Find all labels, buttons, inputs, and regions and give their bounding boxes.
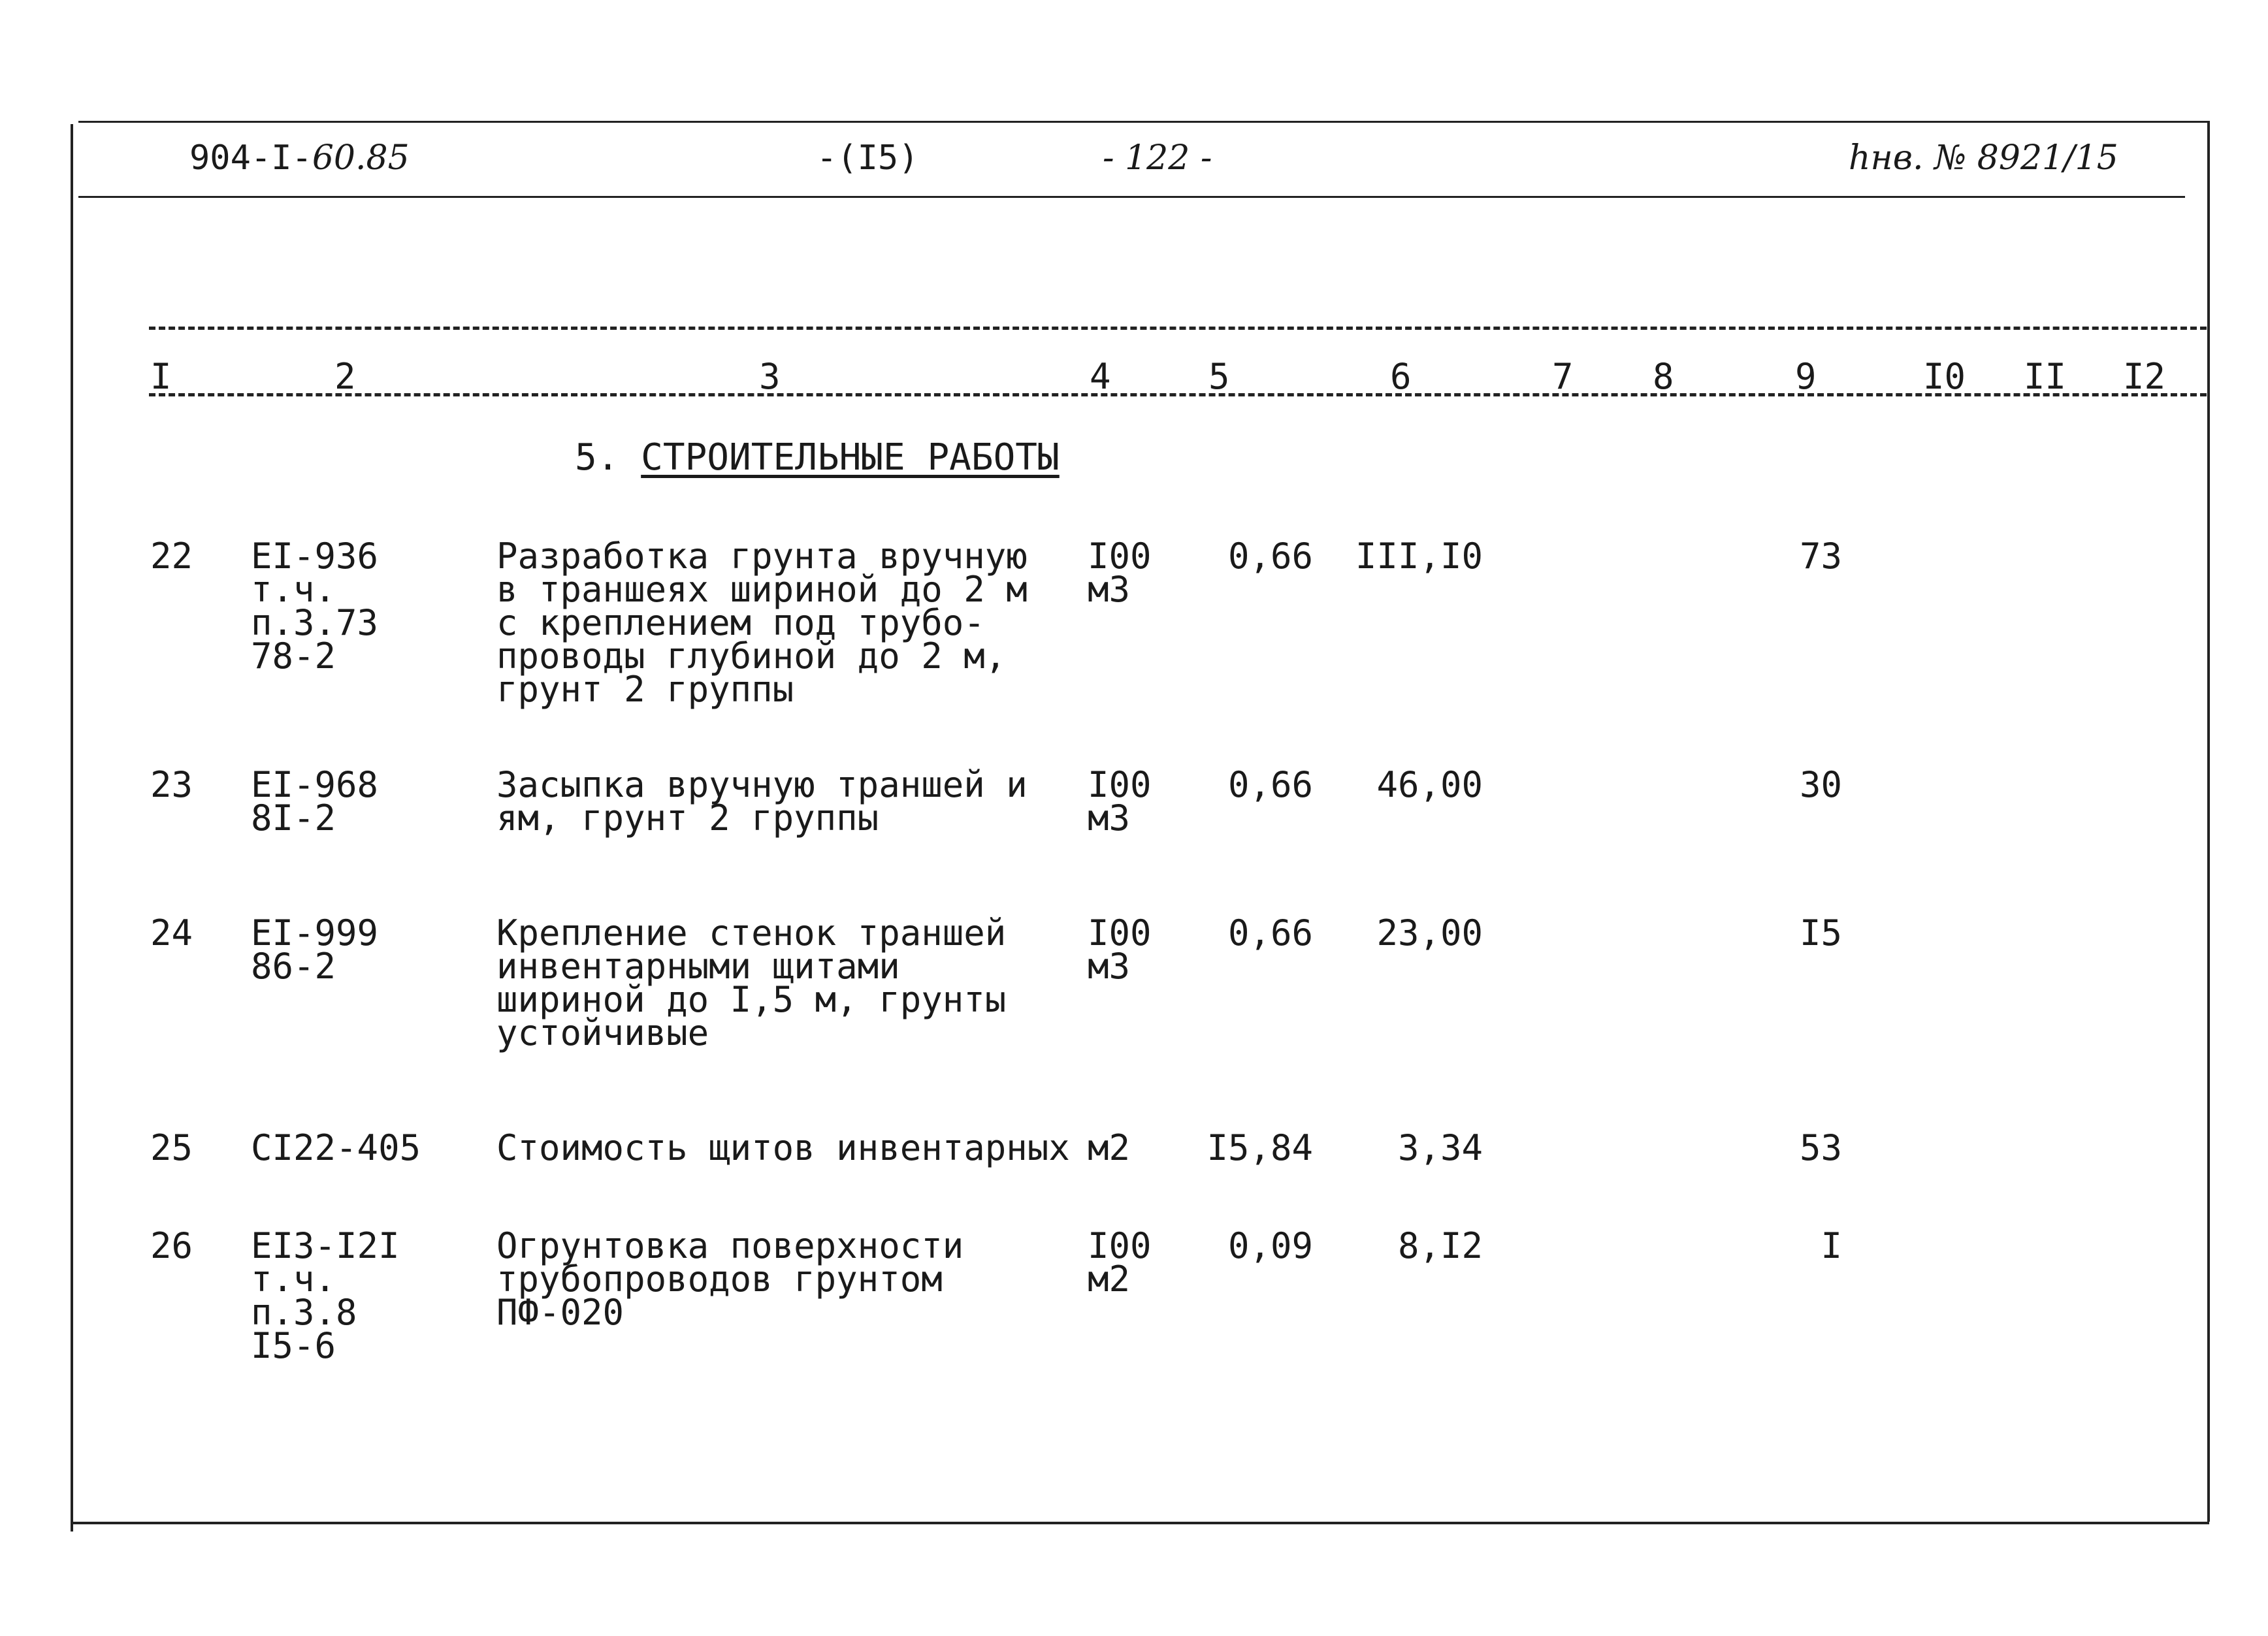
- section-title-text: СТРОИТЕЛЬНЫЕ РАБОТЫ: [641, 436, 1060, 479]
- column-number: 9: [1795, 356, 1817, 397]
- quantity: 0,66: [1227, 764, 1313, 805]
- unit-price: 46,00: [1376, 764, 1483, 805]
- column-number: I: [150, 356, 172, 397]
- total-cost: I5: [1799, 912, 1842, 954]
- row-number: 26: [150, 1225, 193, 1266]
- column-number: I2: [2123, 356, 2166, 397]
- header-divider-line: [78, 196, 2185, 198]
- unit-price: 23,00: [1376, 912, 1483, 954]
- rate-code: EI-999 86-2: [251, 912, 379, 987]
- column-number: 7: [1552, 356, 1574, 397]
- unit-of-measure: I00 м2: [1088, 1225, 1152, 1300]
- column-number: 6: [1390, 356, 1412, 397]
- column-header-top-rule: [149, 327, 2207, 330]
- work-description: Огрунтовка поверхности трубопроводов грунтом ПФ-020: [496, 1225, 964, 1333]
- quantity: 0,66: [1227, 536, 1313, 577]
- row-number: 24: [150, 912, 193, 954]
- column-number: 3: [759, 356, 781, 397]
- total-cost: 30: [1799, 764, 1842, 805]
- column-number: 4: [1090, 356, 1111, 397]
- sheet-number: -(I5): [817, 138, 919, 178]
- unit-of-measure: I00 м3: [1088, 764, 1152, 839]
- unit-price: 8,I2: [1397, 1225, 1483, 1266]
- unit-of-measure: м2: [1088, 1127, 1131, 1168]
- frame-left-line: [71, 124, 73, 1532]
- row-number: 25: [150, 1127, 193, 1168]
- rate-code: EI3-I2I т.ч. п.3.8 I5-6: [251, 1225, 400, 1366]
- unit-price: 3,34: [1397, 1127, 1483, 1168]
- work-description: Стоимость щитов инвентарных: [496, 1127, 1070, 1168]
- column-number: I0: [1923, 356, 1966, 397]
- column-number: 5: [1208, 356, 1230, 397]
- rate-code: CI22-405: [251, 1127, 421, 1168]
- total-cost: I: [1821, 1225, 1842, 1266]
- quantity: 0,66: [1227, 912, 1313, 954]
- rate-code: EI-968 8I-2: [251, 764, 379, 839]
- total-cost: 53: [1799, 1127, 1842, 1168]
- work-description: Крепление стенок траншей инвентарными щитами шириной до I,5 м, грунты устойчивые: [496, 912, 1007, 1053]
- rate-code: EI-936 т.ч. п.3.73 78-2: [251, 536, 379, 677]
- section-number: 5.: [575, 436, 619, 479]
- quantity: 0,09: [1227, 1225, 1313, 1266]
- document-code: [189, 138, 410, 178]
- unit-of-measure: I00 м3: [1088, 912, 1152, 987]
- frame-right-line: [2207, 121, 2210, 1522]
- column-number: 8: [1653, 356, 1674, 397]
- row-number: 23: [150, 764, 193, 805]
- page-number: - 122 -: [1103, 138, 1212, 178]
- inventory-number: hнв. № 8921/15: [1849, 138, 2118, 178]
- document-code-prefix: 904-I-: [189, 138, 312, 178]
- unit-of-measure: I00 м3: [1088, 536, 1152, 610]
- document-code-handwritten: 60.85: [312, 138, 410, 178]
- row-number: 22: [150, 536, 193, 577]
- frame-bottom-line: [72, 1522, 2209, 1524]
- quantity: I5,84: [1207, 1127, 1313, 1168]
- work-description: Засыпка вручную траншей и ям, грунт 2 группы: [496, 764, 1028, 839]
- column-header-bottom-rule: [149, 393, 2207, 396]
- column-number: II: [2024, 356, 2067, 397]
- unit-price: III,I0: [1355, 536, 1483, 577]
- column-number: 2: [334, 356, 356, 397]
- frame-top-line: [78, 121, 2209, 123]
- section-title: [575, 436, 1060, 479]
- work-description: Разработка грунта вручную в траншеях шириной до 2 м с креплением под трубо- проводы глубиной до 2 м, грунт 2 группы: [496, 536, 1028, 710]
- total-cost: 73: [1799, 536, 1842, 577]
